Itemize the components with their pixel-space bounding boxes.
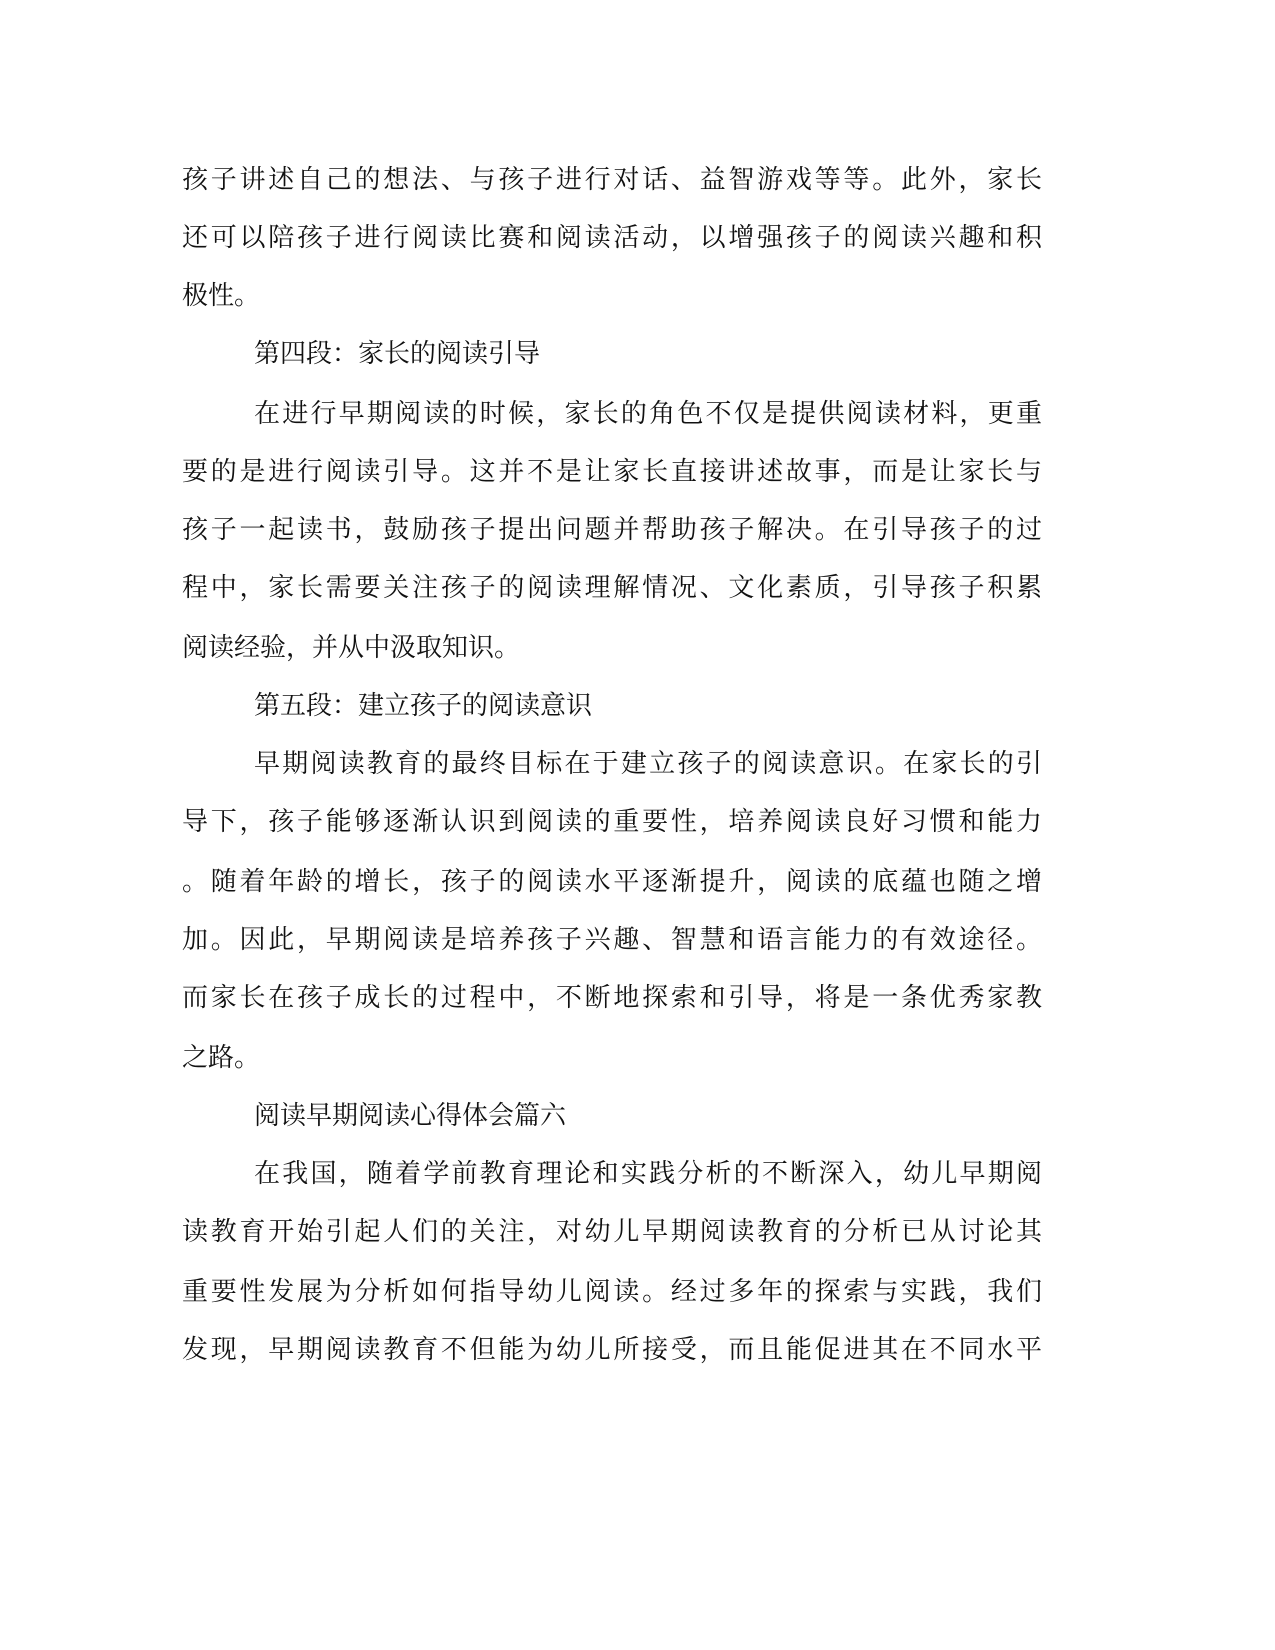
text-line: 读教育开始引起人们的关注，对幼儿早期阅读教育的分析已从讨论其	[182, 1217, 1042, 1247]
text-line: 导下，孩子能够逐渐认识到阅读的重要性，培养阅读良好习惯和能力	[182, 807, 1042, 837]
text-line: 极性。	[182, 281, 261, 311]
section-heading: 第四段：家长的阅读引导	[254, 339, 541, 369]
text-line: 发现，早期阅读教育不但能为幼儿所接受，而且能促进其在不同水平	[182, 1335, 1042, 1365]
section-heading: 第五段：建立孩子的阅读意识	[254, 691, 593, 721]
text-line: 阅读经验，并从中汲取知识。	[182, 633, 521, 663]
text-line: 早期阅读教育的最终目标在于建立孩子的阅读意识。在家长的引	[254, 749, 1042, 779]
text-line: 还可以陪孩子进行阅读比赛和阅读活动，以增强孩子的阅读兴趣和积	[182, 223, 1042, 253]
text-line: 孩子一起读书，鼓励孩子提出问题并帮助孩子解决。在引导孩子的过	[182, 515, 1042, 545]
text-line: 。随着年龄的增长，孩子的阅读水平逐渐提升，阅读的底蕴也随之增	[182, 867, 1042, 897]
section-heading: 阅读早期阅读心得体会篇六	[254, 1101, 567, 1131]
text-line: 程中，家长需要关注孩子的阅读理解情况、文化素质，引导孩子积累	[182, 573, 1042, 603]
text-line: 要的是进行阅读引导。这并不是让家长直接讲述故事，而是让家长与	[182, 457, 1042, 487]
text-line: 孩子讲述自己的想法、与孩子进行对话、益智游戏等等。此外，家长	[182, 165, 1042, 195]
text-line: 之路。	[182, 1043, 261, 1073]
text-line: 在我国，随着学前教育理论和实践分析的不断深入，幼儿早期阅	[254, 1159, 1042, 1189]
text-line: 重要性发展为分析如何指导幼儿阅读。经过多年的探索与实践，我们	[182, 1277, 1042, 1307]
text-line: 加。因此，早期阅读是培养孩子兴趣、智慧和语言能力的有效途径。	[182, 925, 1042, 955]
text-line: 而家长在孩子成长的过程中，不断地探索和引导，将是一条优秀家教	[182, 983, 1042, 1013]
text-line: 在进行早期阅读的时候，家长的角色不仅是提供阅读材料，更重	[254, 399, 1042, 429]
